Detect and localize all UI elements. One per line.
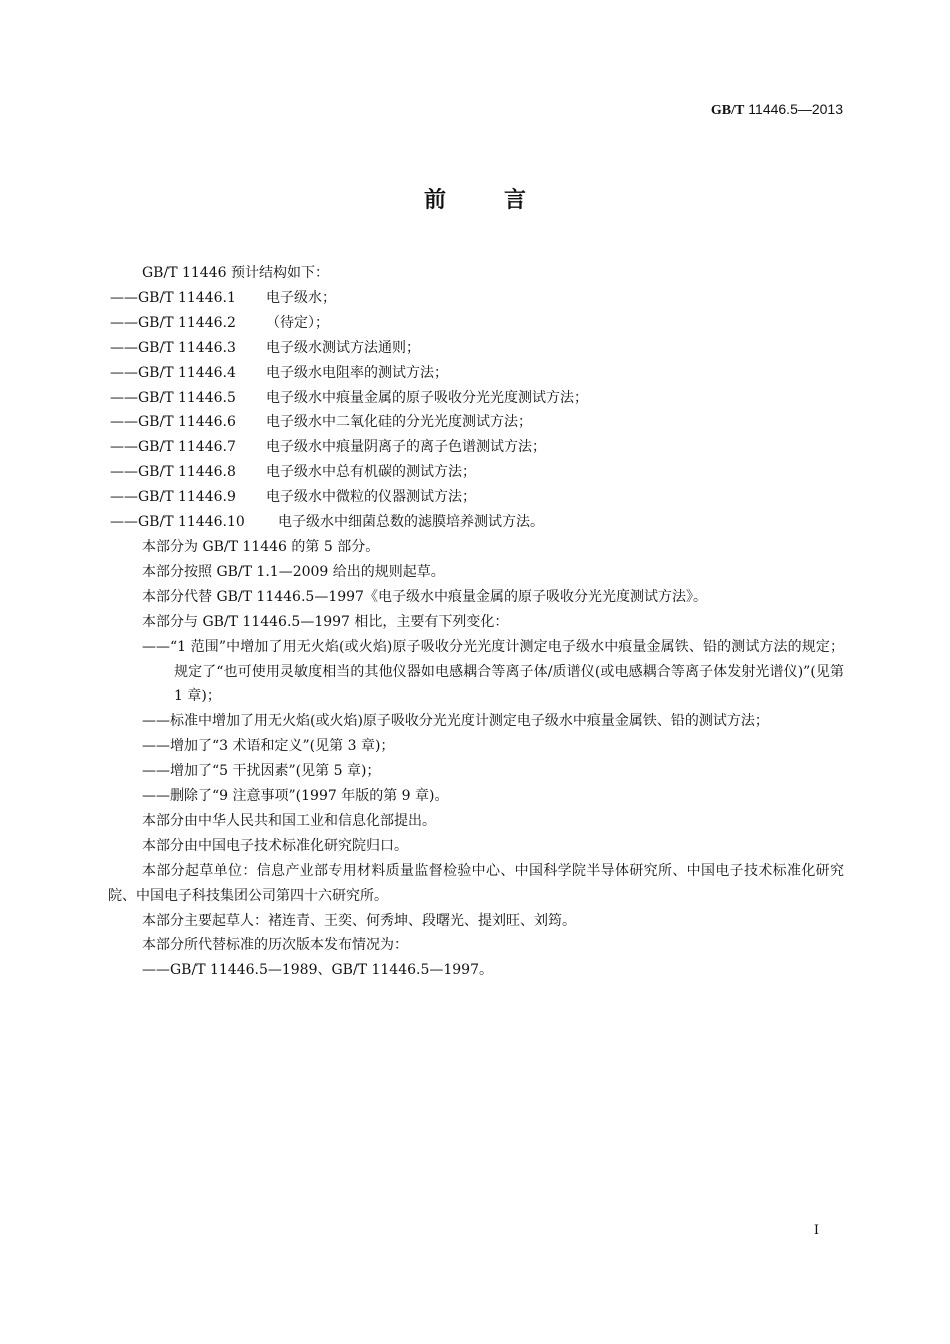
structure-item	[108, 510, 844, 535]
structure-code: ——GB/T 11446.6	[110, 414, 236, 431]
change-item: ——增加了“5 干扰因素”(见第 5 章)；	[142, 763, 381, 780]
change-item: ——标准中增加了用无火焰(或火焰)原子吸收分光光度计测定电子级水中痕量金属铁、铅的测试方法；	[142, 713, 769, 730]
structure-code: ——GB/T 11446.4	[110, 364, 236, 381]
structure-item	[108, 361, 844, 386]
structure-intro: GB/T 11446 预计结构如下：	[142, 265, 329, 281]
paragraph: 本部分由中国电子技术标准化研究院归口。	[142, 837, 408, 854]
structure-code: ——GB/T 11446.9	[110, 489, 236, 506]
structure-code: ——GB/T 11446.5	[110, 389, 236, 406]
paragraph: 本部分由中华人民共和国工业和信息化部提出。	[142, 812, 436, 829]
structure-title: 电子级水；	[266, 289, 336, 306]
structure-code: ——GB/T 11446.10	[110, 514, 245, 531]
paragraph: 本部分起草单位：信息产业部专用材料质量监督检验中心、中国科学院半导体研究所、中国电子技术标准化研究院、中国电子科技集团公司第四十六研究所。	[108, 862, 844, 904]
change-item: ——“1 范围”中增加了用无火焰(或火焰)原子吸收分光光度计测定电子级水中痕量金属铁、铅的测试方法的规定；规定了“也可使用灵敏度相当的其他仪器如电感耦合等离子体/质谱仪(或电感耦合等离子体发射光谱仪)”(见第 1 章)；	[142, 638, 844, 705]
structure-title: 电子级水测试方法通则；	[266, 339, 420, 356]
structure-item	[108, 410, 844, 435]
page-number: I	[813, 1223, 819, 1238]
structure-code: ——GB/T 11446.3	[110, 339, 236, 356]
paragraph: 本部分按照 GB/T 1.1—2009 给出的规则起草。	[142, 563, 445, 580]
structure-title: 电子级水中总有机碳的测试方法；	[266, 464, 476, 481]
foreword-body	[108, 261, 844, 983]
structure-item	[108, 311, 844, 336]
structure-code: ——GB/T 11446.2	[110, 314, 236, 331]
structure-item	[108, 386, 844, 411]
structure-title: 电子级水中痕量阴离子的离子色谱测试方法；	[266, 439, 546, 456]
structure-code: ——GB/T 11446.1	[110, 289, 236, 306]
change-item: ——增加了“3 术语和定义”(见第 3 章)；	[142, 738, 395, 755]
document-code-prefix: GB/T	[710, 103, 745, 118]
structure-title: （待定）；	[266, 314, 329, 331]
structure-item	[108, 435, 844, 460]
history-item: ——GB/T 11446.5—1989、GB/T 11446.5—1997。	[142, 962, 493, 979]
structure-item	[108, 336, 844, 361]
structure-code: ——GB/T 11446.7	[110, 439, 236, 456]
page-title: 前言	[423, 188, 584, 213]
structure-code: ——GB/T 11446.8	[110, 464, 236, 481]
structure-title: 电子级水中痕量金属的原子吸收分光光度测试方法；	[266, 389, 588, 406]
structure-title: 电子级水中细菌总数的滤膜培养测试方法。	[278, 514, 544, 531]
change-item: ——删除了“9 注意事项”(1997 年版的第 9 章)。	[142, 788, 449, 805]
structure-item	[108, 460, 844, 485]
paragraph: 本部分与 GB/T 11446.5—1997 相比，主要有下列变化：	[142, 613, 509, 630]
structure-item	[108, 286, 844, 311]
document-code	[711, 101, 843, 119]
paragraph: 本部分主要起草人：褚连青、王奕、何秀坤、段曙光、提刘旺、刘筠。	[142, 912, 576, 929]
structure-item	[108, 485, 844, 510]
structure-title: 电子级水电阻率的测试方法；	[266, 364, 448, 381]
document-code-number: 11446.5—2013	[748, 101, 843, 117]
paragraph: 本部分为 GB/T 11446 的第 5 部分。	[142, 538, 380, 555]
structure-title: 电子级水中微粒的仪器测试方法；	[266, 489, 476, 506]
paragraph: 本部分所代替标准的历次版本发布情况为：	[142, 937, 408, 954]
paragraph: 本部分代替 GB/T 11446.5—1997《电子级水中痕量金属的原子吸收分光光度测试方法》。	[142, 588, 707, 605]
structure-title: 电子级水中二氧化硅的分光光度测试方法；	[266, 414, 532, 431]
